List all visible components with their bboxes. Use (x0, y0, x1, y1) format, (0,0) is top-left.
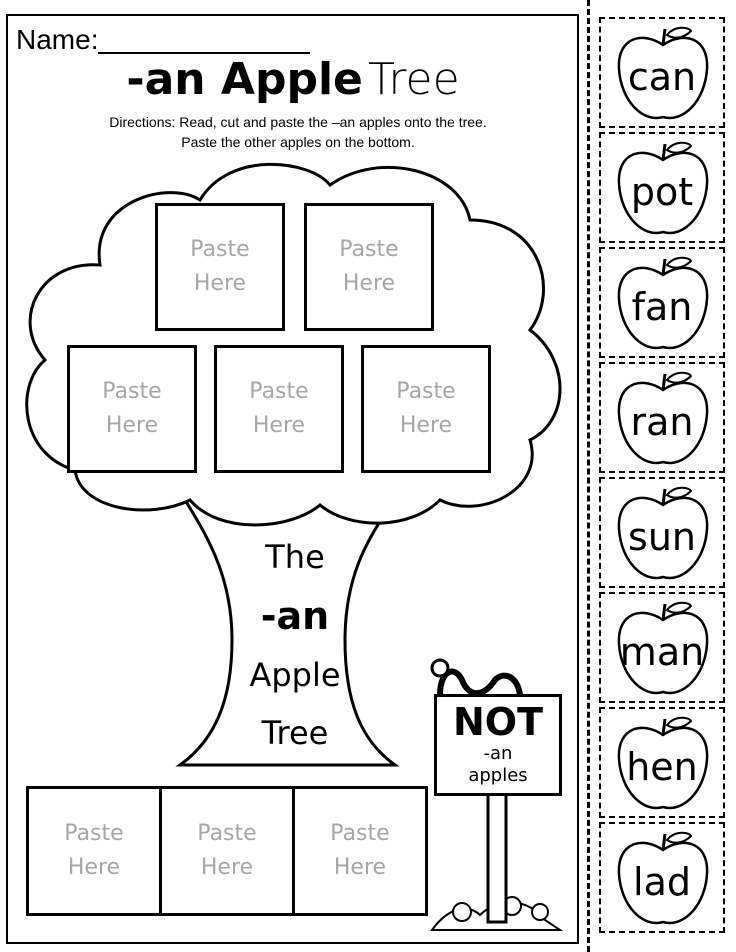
paste-box-bottom-3[interactable] (295, 789, 425, 913)
apple-card[interactable] (599, 477, 725, 588)
apple-card[interactable] (599, 132, 725, 243)
bottom-paste-row (26, 786, 428, 916)
directions-line-1: Directions: Read, cut and paste the –an apples onto the tree. (109, 114, 487, 130)
title-thin: Tree (367, 54, 460, 105)
name-label: Name: (16, 24, 99, 55)
paste-label: Paste (190, 237, 250, 262)
paste-label: Paste (330, 821, 390, 846)
paste-box-tree-1[interactable] (155, 203, 285, 331)
apple-word: ran (630, 400, 694, 444)
sign-not: NOT (452, 700, 544, 744)
paste-label: Paste (339, 237, 399, 262)
paste-label: Here (399, 413, 453, 438)
apple-word: man (619, 630, 705, 674)
apple-card[interactable] (599, 707, 725, 818)
apple-card[interactable] (599, 362, 725, 473)
trunk-text-an: -an (260, 594, 330, 638)
paste-label: Here (252, 413, 306, 438)
trunk-text-tree: Tree (261, 714, 329, 752)
paste-label: Paste (249, 379, 309, 404)
apple-card[interactable] (599, 17, 725, 128)
apple-word: lad (633, 860, 691, 904)
apple-word: hen (626, 745, 698, 789)
title-bold: -an Apple (126, 54, 363, 105)
paste-box-tree-2[interactable] (304, 203, 434, 331)
apple-word: pot (630, 170, 694, 214)
paste-label: Paste (102, 379, 162, 404)
apple-word: can (627, 55, 697, 99)
apple-card[interactable] (599, 822, 725, 933)
trunk-text-apple: Apple (249, 656, 341, 694)
paste-box-bottom-2[interactable] (162, 789, 295, 913)
paste-box-tree-4[interactable] (214, 345, 344, 473)
trunk-text-the: The (265, 538, 325, 576)
paste-label: Here (342, 271, 396, 296)
apple-word: sun (628, 515, 696, 559)
sign-line-2: apples (468, 765, 528, 786)
cut-line (587, 0, 590, 952)
paste-label: Here (105, 413, 159, 438)
apple-word: fan (631, 285, 693, 329)
paste-box-tree-5[interactable] (361, 345, 491, 473)
apple-card[interactable] (599, 247, 725, 358)
paste-label: Here (333, 855, 387, 880)
sign-line-1: -an (483, 743, 513, 764)
not-an-apples-sign (434, 694, 562, 796)
apple-card[interactable] (599, 592, 725, 703)
paste-label: Here (193, 271, 247, 296)
directions-line-2: Paste the other apples on the bottom. (181, 134, 415, 150)
paste-label: Paste (396, 379, 456, 404)
paste-label: Here (67, 855, 121, 880)
paste-label: Here (200, 855, 254, 880)
paste-label: Paste (64, 821, 124, 846)
paste-label: Paste (197, 821, 257, 846)
paste-box-bottom-1[interactable] (29, 789, 162, 913)
paste-box-tree-3[interactable] (67, 345, 197, 473)
